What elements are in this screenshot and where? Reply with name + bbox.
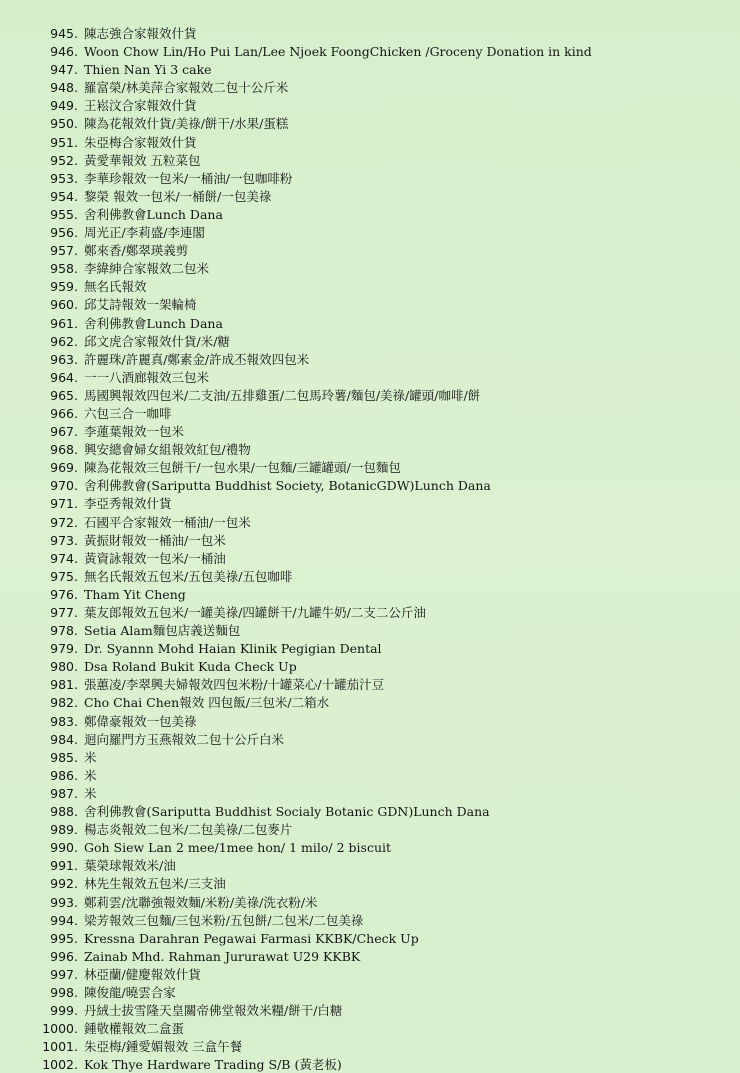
list-item — [34, 784, 724, 802]
entry-text: 米 — [84, 785, 97, 801]
entry-text: 黎榮 報效一包米/一桶餅/一包美祿 — [84, 188, 272, 204]
entry-text: 米 — [84, 749, 97, 765]
entry-text: Dr. Syannn Mohd Haian Klinik Pegigian Dental — [84, 641, 382, 657]
entry-number: 955. — [50, 206, 78, 222]
list-item — [34, 947, 724, 965]
entry-text: 一一八酒廊報效三包米 — [84, 369, 210, 385]
list-item — [34, 386, 724, 404]
list-item — [34, 911, 724, 929]
entry-number: 967. — [50, 424, 78, 440]
entry-text: 鄭莉雲/沈聯強報效麵/米粉/美祿/洗衣粉/米 — [84, 894, 318, 910]
entry-text: 楊志炎報效二包米/二包美祿/二包麥片 — [84, 822, 293, 838]
list-item — [34, 693, 724, 711]
entry-number: 962. — [50, 333, 78, 349]
list-item — [34, 187, 724, 205]
entry-number: 990. — [50, 840, 78, 856]
entry-number: 982. — [50, 695, 78, 711]
list-item — [34, 983, 724, 1001]
entry-number: 988. — [50, 804, 78, 820]
entry-text: 舍利佛教會(Sariputta Buddhist Socialy Botanic GDN)Lunch Dana — [84, 804, 490, 820]
entry-number: 997. — [50, 966, 78, 982]
list-item — [34, 24, 724, 42]
entry-text: 陳為花報效什貨/美祿/餅干/水果/蛋糕 — [84, 116, 289, 132]
list-item — [34, 223, 724, 241]
list-item — [34, 96, 724, 114]
entry-number: 954. — [50, 188, 78, 204]
entry-number: 949. — [50, 98, 78, 114]
entry-text: Dsa Roland Bukit Kuda Check Up — [84, 659, 297, 675]
list-item — [34, 549, 724, 567]
entry-text: 許麗珠/許麗真/鄭素金/許成丕報效四包米 — [84, 351, 310, 367]
entry-number: 974. — [50, 550, 78, 566]
entry-number: 987. — [50, 785, 78, 801]
entry-text: 迴向羅門方玉燕報效二包十公斤白米 — [84, 731, 285, 747]
entry-text: 六包三合一咖啡 — [84, 405, 172, 421]
entry-number: 970. — [50, 478, 78, 494]
entry-text: 舍利佛教會Lunch Dana — [84, 206, 223, 222]
entry-text: 無名氏報效 — [84, 279, 147, 295]
entry-text: 陳志強合家報效什貨 — [84, 26, 197, 41]
entry-text: 黃資詠報效一包米/一桶油 — [84, 550, 226, 566]
list-item — [34, 368, 724, 386]
entry-text: 張蕙凌/李翠興夫婦報效四包米粉/十罐菜心/十罐茄汁豆 — [84, 677, 385, 693]
entry-number: 969. — [50, 460, 78, 476]
list-item — [34, 133, 724, 151]
entry-number: 953. — [50, 170, 78, 186]
list-item — [34, 277, 724, 295]
entry-text: 李蓮葉報效一包米 — [84, 424, 185, 440]
list-item — [34, 60, 724, 78]
entry-text: 梁芳報效三包麵/三包米粉/五包餅/二包米/二包美祿 — [84, 912, 364, 928]
list-item — [34, 295, 724, 313]
list-item — [34, 893, 724, 911]
list-item — [34, 874, 724, 892]
entry-text: 邱文虎合家報效什貨/米/糖 — [84, 333, 230, 349]
list-item — [34, 513, 724, 531]
entry-text: 李華珍報效一包米/一桶油/一包咖啡粉 — [84, 170, 293, 186]
entry-number: 985. — [50, 749, 78, 765]
list-item — [34, 567, 724, 585]
entry-text: 朱亞梅/鍾愛媚報效 三盒午餐 — [84, 1039, 243, 1055]
list-item — [34, 585, 724, 603]
entry-text: 黃愛華報效 五粒菜包 — [84, 152, 201, 168]
entry-text: 舍利佛教會(Sariputta Buddhist Society, BotanicGDW)Lunch Dana — [84, 478, 491, 494]
entry-text: 林先生報效五包米/三支油 — [84, 876, 226, 892]
list-item — [34, 965, 724, 983]
entry-number: 983. — [50, 713, 78, 729]
entry-number: 994. — [50, 912, 78, 928]
entry-text: 鄭來香/鄭翠瑛義剪 — [84, 243, 189, 259]
list-item — [34, 241, 724, 259]
entry-text: 李緯紳合家報效二包米 — [84, 261, 210, 277]
entry-text: Setia Alam麵包店義送麵包 — [84, 623, 241, 639]
entry-number: 980. — [50, 659, 78, 675]
list-item — [34, 314, 724, 332]
list-item — [34, 205, 724, 223]
entry-number: 993. — [50, 894, 78, 910]
entry-text: 興安總會婦女組報效紅包/禮物 — [84, 442, 251, 458]
entry-number: 1000. — [42, 1021, 78, 1037]
list-item — [34, 621, 724, 639]
entry-text: Cho Chai Chen報效 四包飯/三包米/二箱水 — [84, 695, 330, 711]
entry-text: Woon Chow Lin/Ho Pui Lan/Lee Njoek FoongChicken /Groceny Donation in kind — [84, 44, 592, 60]
list-item — [34, 838, 724, 856]
entry-number: 977. — [50, 605, 78, 620]
list-item — [34, 657, 724, 675]
entry-number: 965. — [50, 387, 78, 403]
entry-text: 林亞蘭/健慶報效什貨 — [84, 966, 201, 982]
entry-number: 996. — [50, 948, 78, 964]
entry-text: 周光正/李莉盛/李連閣 — [84, 225, 205, 241]
entry-number: 960. — [50, 297, 78, 313]
entry-number: 958. — [50, 261, 78, 277]
entry-number: 992. — [50, 876, 78, 892]
entry-text: 邱艾詩報效一架輪椅 — [84, 297, 197, 313]
list-item — [34, 42, 724, 60]
entry-text: Tham Yit Cheng — [84, 586, 186, 602]
entry-number: 991. — [50, 858, 78, 874]
list-item — [34, 440, 724, 458]
entry-number: 989. — [50, 822, 78, 838]
entry-number: 945. — [50, 26, 78, 41]
list-item — [34, 820, 724, 838]
entry-text: Kressna Darahran Pegawai Farmasi KKBK/Check Up — [84, 930, 419, 946]
entry-text: 陳為花報效三包餅干/一包水果/一包麵/三罐罐頭/一包麵包 — [84, 460, 401, 476]
list-item — [34, 1055, 724, 1073]
entry-number: 978. — [50, 623, 78, 639]
entry-text: 米 — [84, 767, 97, 783]
entry-text: 葉友郎報效五包米/一罐美祿/四罐餅干/九罐牛奶/二支二公斤油 — [84, 605, 426, 620]
entry-number: 972. — [50, 514, 78, 530]
entry-text: 鍾敬權報效二盒蛋 — [84, 1021, 185, 1037]
entry-text: 羅富榮/林美萍合家報效二包十公斤米 — [84, 80, 289, 96]
entry-text: 王崧汶合家報效什貨 — [84, 98, 197, 114]
entry-text: 李亞秀報效什貨 — [84, 496, 172, 512]
entry-number: 952. — [50, 152, 78, 168]
entry-number: 995. — [50, 930, 78, 946]
entry-number: 946. — [50, 44, 78, 60]
list-item — [34, 404, 724, 422]
entry-text: Goh Siew Lan 2 mee/1mee hon/ 1 milo/ 2 biscuit — [84, 840, 392, 856]
entry-text: Thien Nan Yi 3 cake — [84, 62, 212, 78]
entry-number: 950. — [50, 116, 78, 132]
entry-text: 舍利佛教會Lunch Dana — [84, 315, 223, 331]
entry-number: 981. — [50, 677, 78, 693]
entry-number: 1001. — [42, 1039, 78, 1055]
list-item — [34, 639, 724, 657]
entry-text: 鄭偉豪報效一包美祿 — [84, 713, 197, 729]
entry-text: 朱亞梅合家報效什貨 — [84, 134, 197, 150]
entry-text: 葉榮球報效米/油 — [84, 858, 176, 874]
entry-number: 961. — [50, 315, 78, 331]
entry-number: 948. — [50, 80, 78, 96]
entry-text: 黃振財報效一桶油/一包米 — [84, 532, 226, 548]
entry-number: 998. — [50, 984, 78, 1000]
entry-number: 964. — [50, 369, 78, 385]
entry-number: 976. — [50, 586, 78, 602]
list-item — [34, 458, 724, 476]
entry-number: 1002. — [42, 1057, 78, 1073]
entry-text: Zainab Mhd. Rahman Jururawat U29 KKBK — [84, 948, 361, 964]
entry-number: 971. — [50, 496, 78, 512]
entry-number: 956. — [50, 225, 78, 241]
entry-number: 963. — [50, 351, 78, 367]
entry-number: 968. — [50, 442, 78, 458]
list-item — [34, 1037, 724, 1055]
entry-text: 無名氏報效五包米/五包美祿/五包咖啡 — [84, 568, 293, 584]
list-item — [34, 1001, 724, 1019]
list-item — [34, 78, 724, 96]
list-item — [34, 1019, 724, 1037]
entry-text: Kok Thye Hardware Trading S/B (黃老板) — [84, 1057, 342, 1073]
entry-number: 959. — [50, 279, 78, 295]
donation-list — [34, 24, 724, 1073]
entry-text: 馬國興報效四包米/二支油/五排雞蛋/二包馬玲薯/麵包/美祿/罐頭/咖啡/餅 — [84, 387, 481, 403]
entry-number: 951. — [50, 134, 78, 150]
list-item — [34, 748, 724, 766]
entry-text: 陳俊龍/曉雲合家 — [84, 984, 176, 1000]
list-item — [34, 151, 724, 169]
list-item — [34, 350, 724, 368]
list-item — [34, 531, 724, 549]
list-item — [34, 169, 724, 187]
list-item — [34, 114, 724, 132]
list-item — [34, 712, 724, 730]
entry-number: 957. — [50, 243, 78, 259]
list-item — [34, 422, 724, 440]
list-item — [34, 259, 724, 277]
list-item — [34, 332, 724, 350]
list-item — [34, 730, 724, 748]
entry-number: 999. — [50, 1003, 78, 1019]
entry-text: 丹絨士拔雪隆天皇關帝佛堂報效米糧/餅干/白糖 — [84, 1003, 343, 1019]
entry-number: 986. — [50, 767, 78, 783]
list-item — [34, 766, 724, 784]
list-item — [34, 675, 724, 693]
entry-text: 石國平合家報效一桶油/一包米 — [84, 514, 251, 530]
entry-number: 973. — [50, 532, 78, 548]
entry-number: 947. — [50, 62, 78, 78]
entry-number: 984. — [50, 731, 78, 747]
list-item — [34, 929, 724, 947]
list-item — [34, 603, 724, 621]
entry-number: 975. — [50, 568, 78, 584]
entry-number: 966. — [50, 405, 78, 421]
list-item — [34, 476, 724, 494]
list-item — [34, 494, 724, 512]
entry-number: 979. — [50, 641, 78, 657]
list-item — [34, 802, 724, 820]
list-item — [34, 856, 724, 874]
